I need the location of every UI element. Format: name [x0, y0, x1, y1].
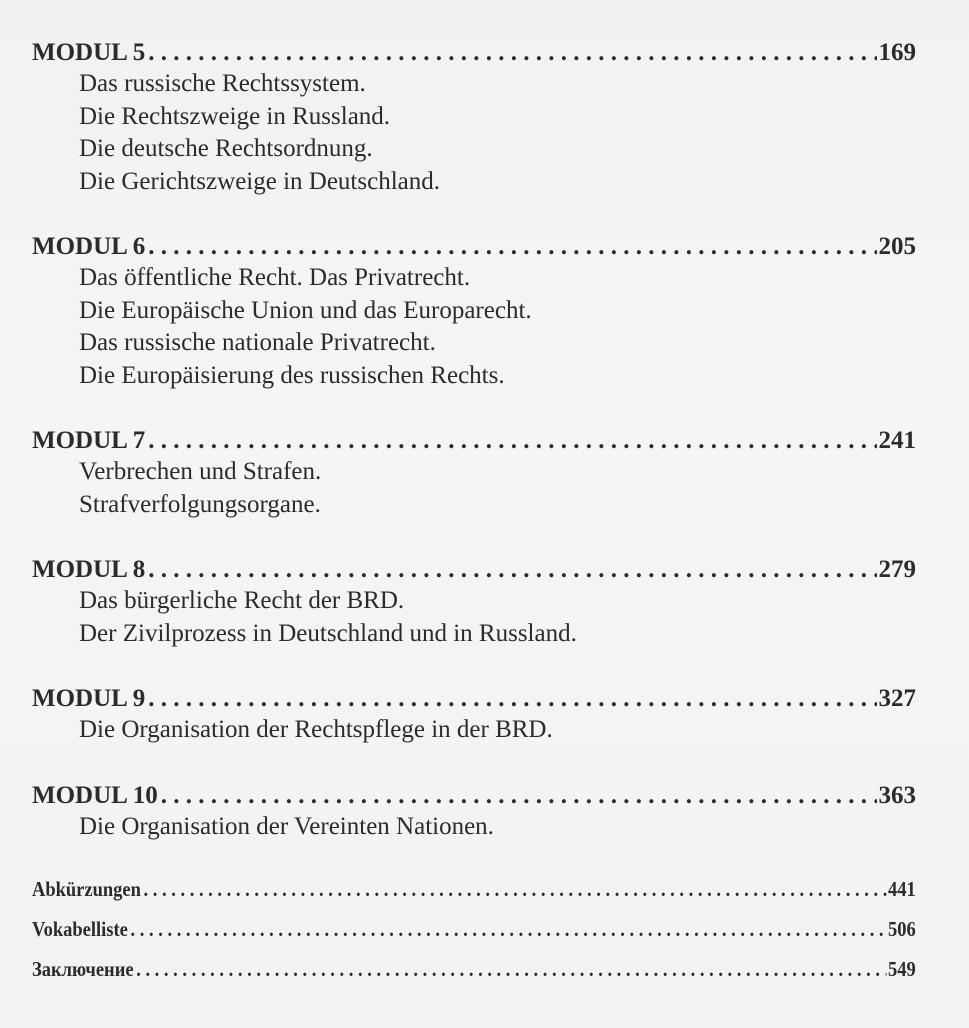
topic-item: Das öffentliche Recht. Das Privatrecht.	[79, 264, 471, 291]
module-title: MODUL 9	[32, 685, 146, 712]
topic-list	[32, 262, 916, 392]
dot-leader	[136, 949, 886, 989]
topic-item: Die Rechtszweige in Russland.	[79, 102, 391, 130]
page-number: 205	[878, 233, 916, 260]
page-number: 169	[878, 39, 916, 66]
topic-item: Die Europäische Union und das Europarecht.	[79, 296, 532, 324]
dot-leader	[148, 684, 876, 714]
toc-entry-abbreviations[interactable]	[32, 869, 916, 909]
topic-item: Die Organisation der Rechtspflege in der BRD.	[79, 716, 553, 743]
dot-leader	[148, 232, 876, 262]
page-number: 363	[878, 781, 916, 809]
dot-leader	[148, 38, 876, 68]
module-title: MODUL 10	[32, 781, 158, 809]
dot-leader	[143, 869, 886, 909]
module-title: MODUL 6	[32, 233, 146, 260]
topic-list	[32, 811, 916, 844]
module-heading[interactable]	[32, 232, 916, 262]
topic-item: Der Zivilprozess in Deutschland und in Russland.	[79, 619, 577, 647]
module-title: MODUL 7	[32, 427, 146, 454]
page-number: 506	[887, 917, 916, 941]
topic-list	[32, 714, 916, 747]
appendix-entries	[32, 869, 916, 989]
dot-leader	[130, 909, 886, 949]
page-number: 279	[878, 556, 916, 583]
dot-leader	[148, 426, 876, 456]
entry-title: Vokabelliste	[32, 917, 128, 941]
dot-leader	[161, 781, 877, 811]
toc-entry-vocabulary[interactable]	[32, 909, 916, 949]
toc-module-10	[32, 781, 916, 844]
topic-item: Die Organisation der Vereinten Nationen.	[79, 812, 494, 840]
topic-list	[32, 68, 916, 198]
entry-title: Заключение	[32, 957, 134, 981]
module-heading[interactable]	[32, 555, 916, 585]
toc-entry-conclusion[interactable]	[32, 949, 916, 989]
topic-item: Die Europäisierung des russischen Rechts.	[79, 361, 505, 389]
topic-item: Strafverfolgungsorgane.	[79, 490, 321, 518]
topic-list	[32, 456, 916, 521]
table-of-contents	[32, 38, 916, 989]
topic-list	[32, 585, 916, 650]
topic-item: Das russische Rechtssystem.	[79, 70, 366, 97]
toc-module-6	[32, 232, 916, 392]
topic-item: Das bürgerliche Recht der BRD.	[79, 587, 405, 614]
module-heading[interactable]	[32, 38, 916, 68]
topic-item: Die Gerichtszweige in Deutschland.	[79, 167, 440, 195]
entry-title: Abkürzungen	[32, 877, 141, 901]
module-title: MODUL 8	[32, 556, 146, 583]
toc-module-9	[32, 684, 916, 747]
toc-module-5	[32, 38, 916, 198]
page-number: 441	[887, 877, 916, 901]
topic-item: Die deutsche Rechtsordnung.	[79, 135, 373, 162]
toc-module-7	[32, 426, 916, 521]
module-title: MODUL 5	[32, 39, 146, 66]
module-heading[interactable]	[32, 684, 916, 714]
module-heading[interactable]	[32, 781, 916, 811]
toc-module-8	[32, 555, 916, 650]
page-number: 549	[887, 957, 916, 981]
module-heading[interactable]	[32, 426, 916, 456]
dot-leader	[148, 555, 876, 585]
topic-item: Das russische nationale Privatrecht.	[79, 329, 436, 356]
topic-item: Verbrechen und Strafen.	[79, 458, 322, 485]
page-number: 327	[878, 685, 916, 712]
page-number: 241	[878, 427, 916, 454]
